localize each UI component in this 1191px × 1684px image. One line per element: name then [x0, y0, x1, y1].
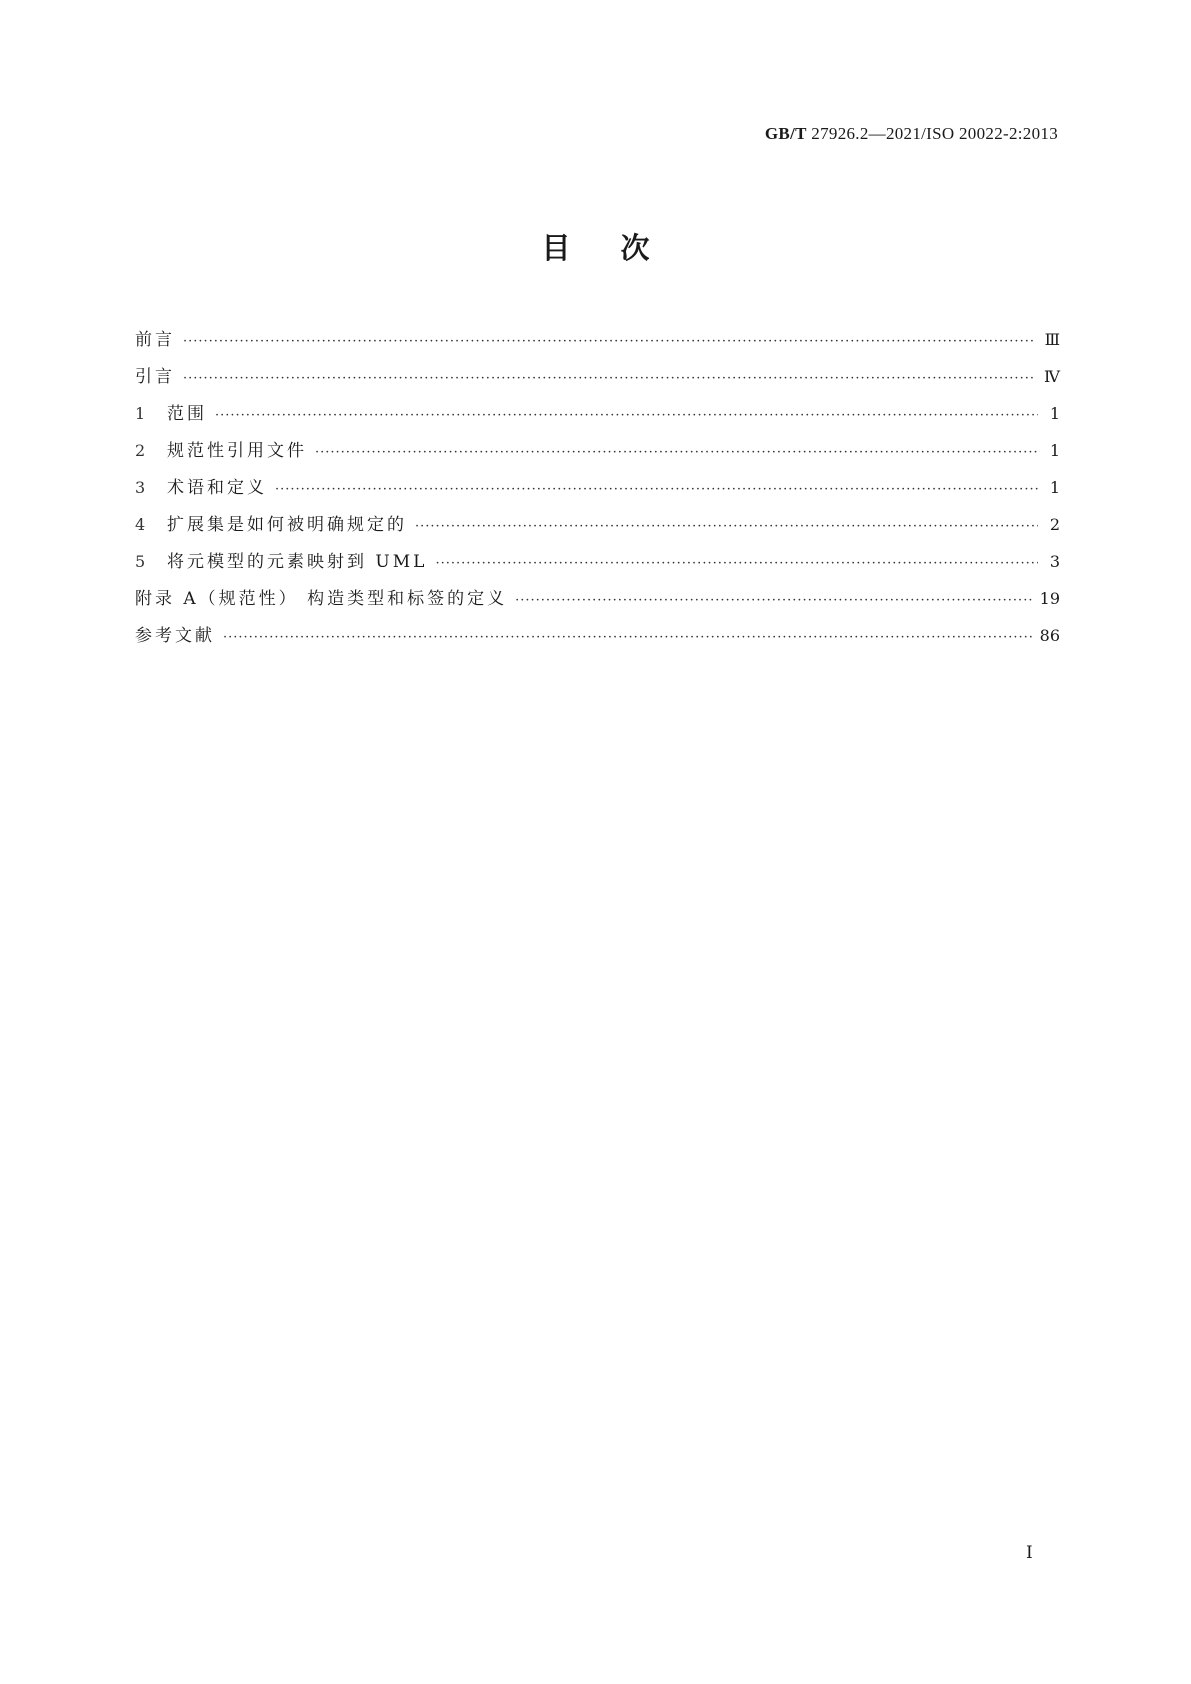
toc-entry-page: 2: [1049, 515, 1060, 534]
toc-entry-introduction[interactable]: [135, 362, 1060, 399]
toc-entry-label: 范围: [167, 404, 207, 424]
toc-entry-preface[interactable]: [135, 325, 1060, 362]
toc-entry-page: 86: [1039, 626, 1060, 645]
toc-entry-uml-mapping[interactable]: [135, 547, 1060, 584]
toc-entry-terms-definitions[interactable]: [135, 473, 1060, 510]
toc-entry-normative-references[interactable]: [135, 436, 1060, 473]
toc-entry-label: 前言: [135, 330, 175, 350]
toc-dot-leader: [183, 371, 1036, 386]
toc-entry-label: 扩展集是如何被明确规定的: [167, 515, 407, 535]
page-title: 目次: [541, 231, 700, 265]
standard-number: 27926.2—2021/ISO 20022-2:2013: [811, 124, 1058, 143]
page-number: Ⅰ: [1026, 1543, 1033, 1562]
toc-entry-bibliography[interactable]: [135, 621, 1060, 658]
toc-entry-number: 1: [135, 404, 146, 423]
toc-entry-page: Ⅲ: [1044, 330, 1060, 349]
toc-dot-leader: [275, 482, 1038, 497]
toc-dot-leader: [223, 630, 1032, 645]
standard-code: [765, 124, 1058, 144]
table-of-contents: [135, 325, 1060, 658]
toc-entry-annex-a[interactable]: [135, 584, 1060, 621]
toc-entry-scope[interactable]: [135, 399, 1060, 436]
toc-entry-number: 4: [135, 515, 146, 534]
toc-entry-page: Ⅳ: [1044, 367, 1060, 386]
standard-prefix: GB/T: [764, 124, 807, 143]
toc-entry-label: 引言: [135, 367, 175, 387]
toc-dot-leader: [435, 556, 1038, 571]
toc-dot-leader: [415, 519, 1038, 534]
toc-entry-label: 术语和定义: [167, 478, 267, 498]
toc-entry-page: 3: [1049, 552, 1060, 571]
toc-entry-number: 2: [135, 441, 146, 460]
toc-entry-label: 规范性引用文件: [167, 441, 307, 461]
toc-entry-number: 3: [135, 478, 146, 497]
toc-entry-label: 将元模型的元素映射到 UML: [167, 552, 428, 572]
toc-entry-page: 1: [1049, 478, 1060, 497]
toc-dot-leader: [183, 334, 1037, 349]
toc-entry-label: 参考文献: [135, 626, 215, 646]
toc-entry-page: 1: [1049, 441, 1060, 460]
toc-dot-leader: [515, 593, 1032, 608]
toc-entry-page: 19: [1039, 589, 1060, 608]
toc-entry-page: 1: [1049, 404, 1060, 423]
toc-dot-leader: [215, 408, 1038, 423]
toc-dot-leader: [315, 445, 1038, 460]
toc-entry-extension-sets[interactable]: [135, 510, 1060, 547]
toc-entry-number: 5: [135, 552, 146, 571]
toc-entry-label: 附录 A（规范性） 构造类型和标签的定义: [135, 589, 508, 609]
